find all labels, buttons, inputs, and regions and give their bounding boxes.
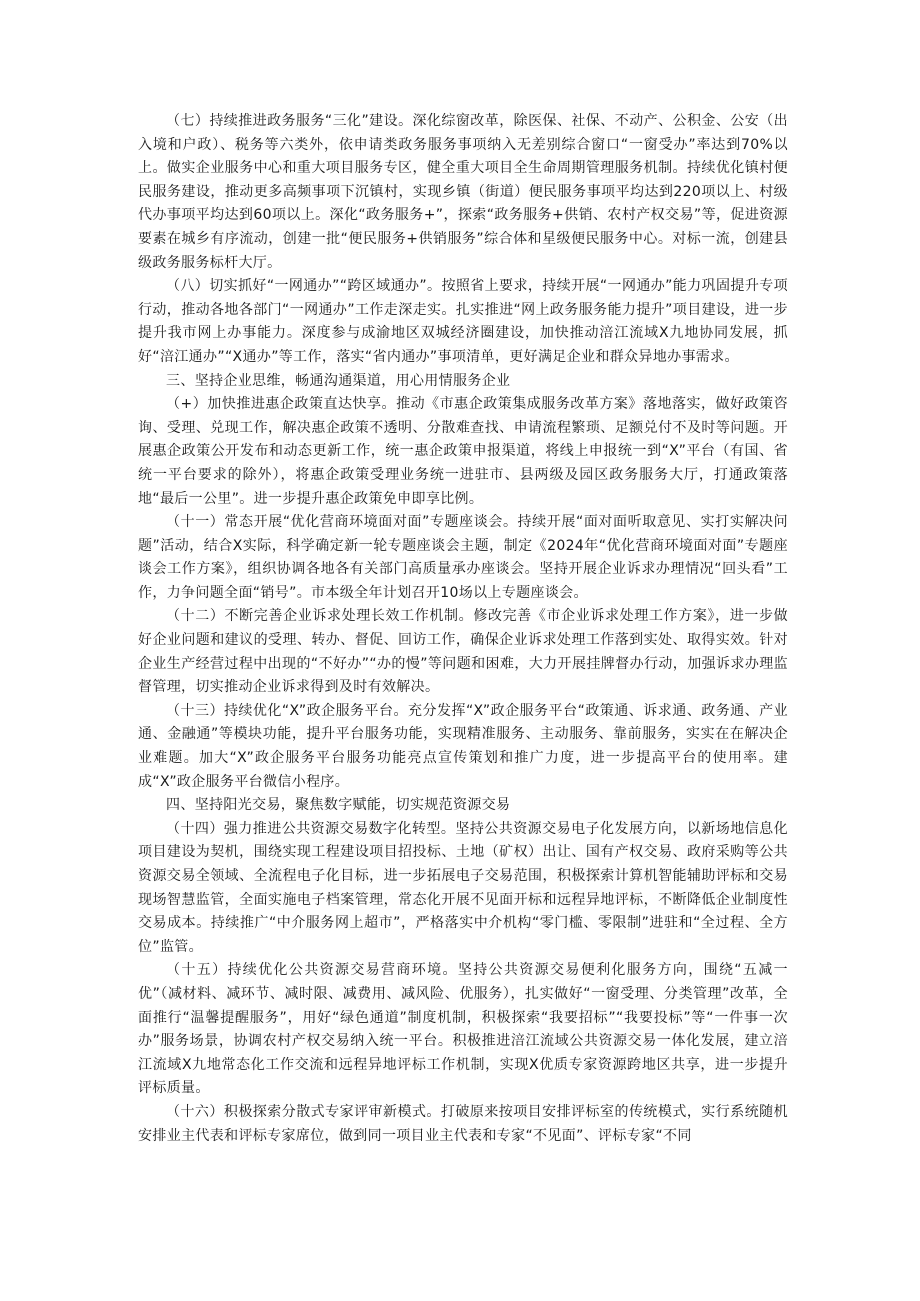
document-page <box>138 110 788 1148</box>
paragraph-13: （十三）持续优化“X”政企服务平台。充分发挥“X”政企服务平台“政策通、诉求通、政务通、产业通、金融通”等模块功能，提升平台服务功能，实现精准服务、主动服务、靠前服务，实实在在解决企业难题。加大“X”政企服务平台服务功能亮点宣传策划和推广力度，进一步提高平台的使用率。建成“X”政企服务平台微信小程序。 <box>138 702 788 790</box>
section-heading-4: 四、坚持阳光交易，聚焦数字赋能，切实规范资源交易 <box>166 797 511 814</box>
paragraph-10: （+）加快推进惠企政策直达快享。推动《市惠企政策集成服务改革方案》落地落实，做好政策咨询、受理、兑现工作，解决惠企政策不透明、分散难查找、申请流程繁琐、足额兑付不及时等问题。开展惠企政策公开发布和动态更新工作，统一惠企政策申报渠道，将线上申报统一到“X”平台（有国、省统一平台要求的除外），将惠企政策受理业务统一进驻市、县两级及园区政务服务大厅，打通政策落地“最后一公里”。进一步提升惠企政策免申即享比例。 <box>138 396 788 507</box>
section-heading-3: 三、坚持企业思维，畅通沟通渠道，用心用情服务企业 <box>166 372 511 389</box>
paragraph-14: （十四）强力推进公共资源交易数字化转型。坚持公共资源交易电子化发展方向，以新场地信息化项目建设为契机，围绕实现工程建设项目招投标、土地（矿权）出让、国有产权交易、政府采购等公共资源交易全领域、全流程电子化目标，进一步拓展电子交易范围，积极探索计算机智能辅助评标和交易现场智慧监管，全面实施电子档案管理，常态化开展不见面开标和远程异地评标，不断降低企业制度性交易成本。持续推广“中介服务网上超市”，严格落实中介机构“零门槛、零限制”进驻和“全过程、全方位”监管。 <box>138 820 788 955</box>
paragraph-12: （十二）不断完善企业诉求处理长效工作机制。修改完善《市企业诉求处理工作方案》，进一步做好企业问题和建议的受理、转办、督促、回访工作，确保企业诉求处理工作落到实处、取得实效。针对企业生产经营过程中出现的“不好办”“办的慢”等问题和困难，大力开展挂牌督办行动，加强诉求办理监督管理，切实推动企业诉求得到及时有效解决。 <box>138 608 788 696</box>
paragraph-8: （八）切实抓好“一网通办”“跨区域通办”。按照省上要求，持续开展“一网通办”能力巩固提升专项行动，推动各地各部门“一网通办”工作走深走实。扎实推进“网上政务服务能力提升”项目建设，进一步提升我市网上办事能力。深度参与成渝地区双城经济圈建设，加快推动涪江流域X九地协同发展，抓好“涪江通办”“X通办”等工作，落实“省内通办”事项清单，更好满足企业和群众异地办事需求。 <box>138 278 788 365</box>
paragraph-15: （十五）持续优化公共资源交易营商环境。坚持公共资源交易便利化服务方向，围绕“五减一优”（减材料、减环节、减时限、减费用、减风险、优服务），扎实做好“一窗受理、分类管理”改革，全面推行“温馨提醒服务”，用好“绿色通道”制度机制，积极探索“我要招标”“我要投标”等“一件事一次办”服务场景，协调农村产权交易纳入统一平台。积极推进涪江流域公共资源交易一体化发展，建立涪江流域X九地常态化工作交流和远程异地评标工作机制，实现X优质专家资源跨地区共享，进一步提升评标质量。 <box>138 962 788 1097</box>
paragraph-11: （十一）常态开展“优化营商环境面对面”专题座谈会。持续开展“面对面听取意见、实打实解决问题”活动，结合X实际，科学确定新一轮专题座谈会主题，制定《2024年“优化营商环境面对面”专题座谈会工作方案》，组织协调各地各有关部门高质量承办座谈会。坚持开展企业诉求办理情况“回头看”工作，力争问题全面“销号”。市本级全年计划召开10场以上专题座谈会。 <box>138 514 788 601</box>
paragraph-7: （七）持续推进政务服务“三化”建设。深化综窗改革，除医保、社保、不动产、公积金、公安（出入境和户政）、税务等六类外，依申请类政务服务事项纳入无差别综合窗口“一窗受办”率达到70%以上。做实企业服务中心和重大项目服务专区，健全重大项目全生命周期管理服务机制。持续优化镇村便民服务建设，推动更多高频事项下沉镇村，实现乡镇（街道）便民服务事项平均达到220项以上、村级代办事项平均达到60项以上。深化“政务服务+”，探索“政务服务+供销、农村产权交易”等，促进资源要素在城乡有序流动，创建一批“便民服务+供销服务”综合体和星级便民服务中心。对标一流，创建县级政务服务标杆大厅。 <box>138 113 788 271</box>
paragraph-16: （十六）积极探索分散式专家评审新模式。打破原来按项目安排评标室的传统模式，实行系统随机安排业主代表和评标专家席位，做到同一项目业主代表和专家“不见面”、评标专家“不同 <box>138 1103 788 1144</box>
